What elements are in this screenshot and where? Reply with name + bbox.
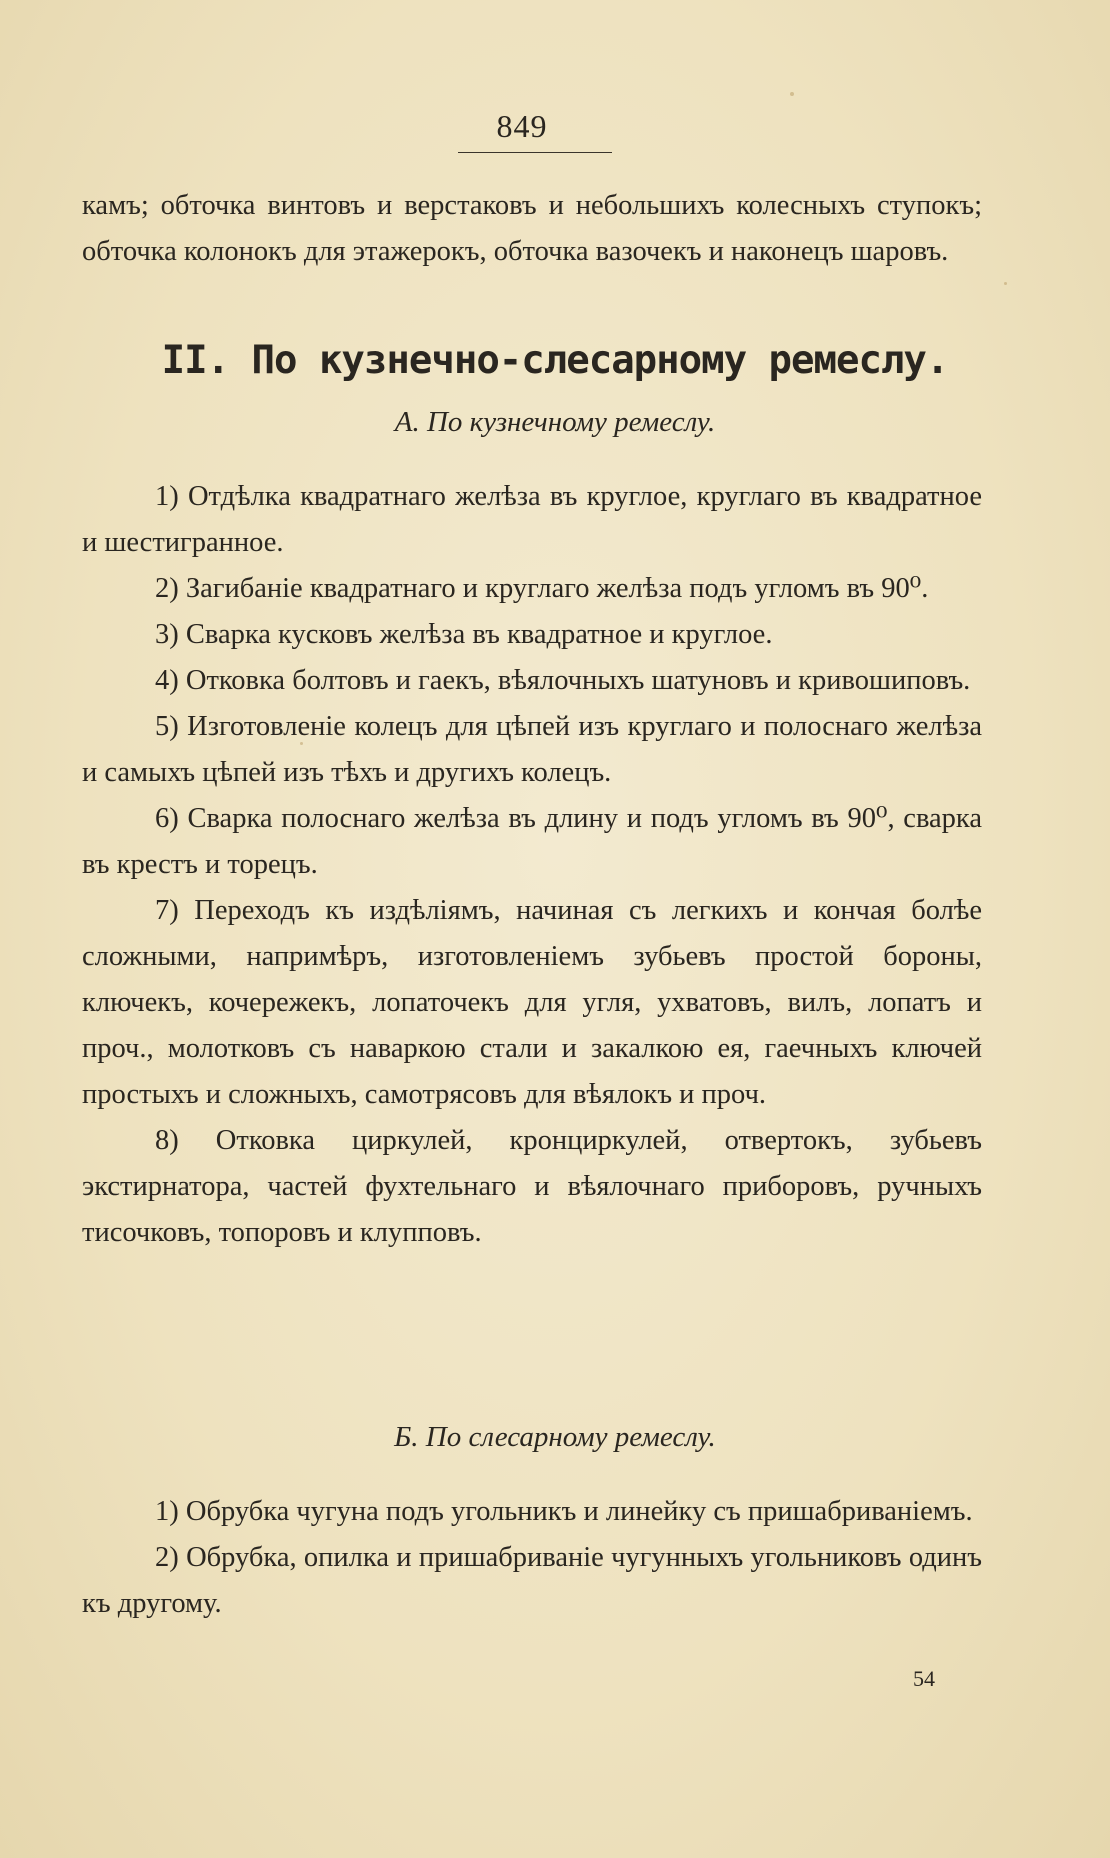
printer-signature-mark: 54	[913, 1666, 935, 1691]
subsection-b-title: Б. По слесарному ремеслу.	[394, 1421, 716, 1453]
intro-paragraph	[82, 183, 982, 275]
section-heading: II. По кузнечно-слесарному ремеслу.	[161, 338, 949, 383]
list-item: 4) Отковка болтовъ и гаекъ, вѣялочныхъ шатуновъ и кривошиповъ.	[155, 665, 971, 696]
list-item: 2) Обрубка, опилка и пришабриваніе чугунныхъ угольниковъ одинъ къ другому.	[82, 1542, 982, 1619]
list-item: 8) Отковка циркулей, кронциркулей, отвертокъ, зубьевъ экстирнатора, частей фухтельнаго и вѣялочнаго приборовъ, ручныхъ тисочковъ, топоровъ и клупповъ.	[82, 1125, 982, 1248]
list-item: 2) Загибаніе квадратнаго и круглаго желѣза подъ угломъ въ 90⁰.	[155, 573, 929, 604]
page-number-rule	[458, 152, 612, 153]
list-item: 1) Обрубка чугуна подъ угольникъ и линейку съ пришабриваніемъ.	[155, 1496, 973, 1527]
list-item: 3) Сварка кусковъ желѣза въ квадратное и круглое.	[155, 619, 773, 650]
paper-speck	[790, 92, 794, 96]
list-item: 7) Переходъ къ издѣліямъ, начиная съ легкихъ и кончая болѣе сложными, напримѣръ, изготовленіемъ зубьевъ простой бороны, ключекъ, кочережекъ, лопаточекъ для угля, ухватовъ, вилъ, лопатъ и проч., молотковъ съ наваркою стали и закалкою ея, гаечныхъ ключей простыхъ и сложныхъ, самотрясовъ для вѣялокъ и проч.	[82, 895, 982, 1110]
intro-text: камъ; обточка винтовъ и верстаковъ и небольшихъ колесныхъ ступокъ; обточка колонокъ для этажерокъ, обточка вазочекъ и наконецъ шаровъ.	[82, 190, 982, 267]
paper-speck	[1004, 282, 1007, 285]
page-number: 849	[496, 108, 548, 144]
subsection-a-title: А. По кузнечному ремеслу.	[394, 406, 716, 438]
list-item: 5) Изготовленіе колецъ для цѣпей изъ круглаго и полоснаго желѣза и самыхъ цѣпей изъ тѣхъ и другихъ колецъ.	[82, 711, 982, 788]
list-item: 6) Сварка полоснаго желѣза въ длину и подъ угломъ въ 90⁰, сварка въ крестъ и торецъ.	[82, 803, 982, 880]
subsection-b-list	[82, 1489, 982, 1627]
subsection-a-list	[82, 474, 982, 1256]
list-item: 1) Отдѣлка квадратнаго желѣза въ круглое, круглаго въ квадратное и шестигранное.	[82, 481, 982, 558]
